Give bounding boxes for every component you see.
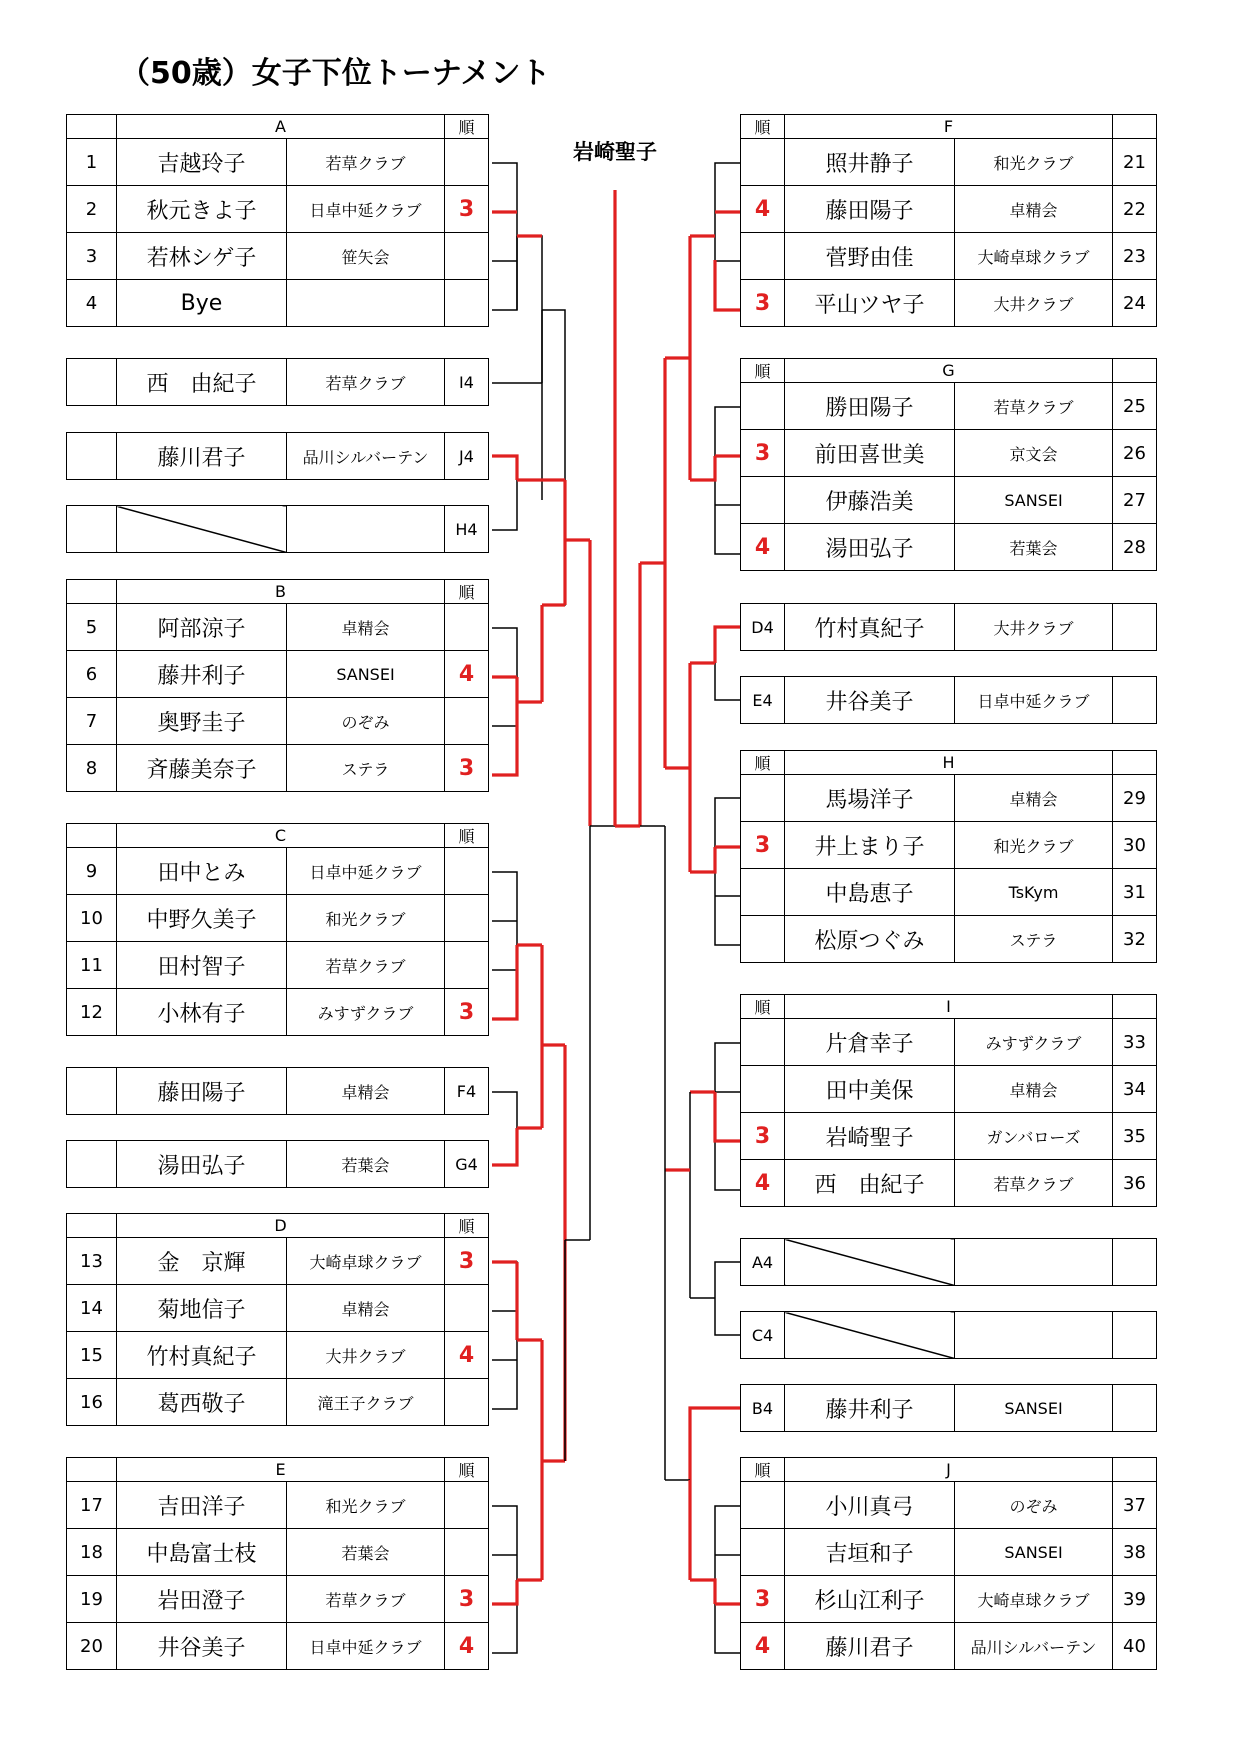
draw-number: 23	[1113, 233, 1157, 280]
draw-number: 27	[1113, 477, 1157, 524]
club-name: 若葉会	[287, 1141, 445, 1188]
player-name: 岩崎聖子	[785, 1113, 955, 1160]
club-name: 日卓中延クラブ	[287, 186, 445, 233]
club-name: 卓精会	[287, 1285, 445, 1332]
rank-value: 3	[741, 280, 785, 327]
draw-number: 39	[1113, 1576, 1157, 1623]
club-name: 若草クラブ	[287, 359, 445, 406]
club-name: 日卓中延クラブ	[955, 677, 1113, 724]
club-name: 和光クラブ	[287, 895, 445, 942]
draw-number: 16	[67, 1379, 117, 1426]
draw-number: 28	[1113, 524, 1157, 571]
club-name: 品川シルバーテン	[955, 1623, 1113, 1670]
club-name: 滝王子クラブ	[287, 1379, 445, 1426]
club-name: 若草クラブ	[287, 1576, 445, 1623]
draw-number: 40	[1113, 1623, 1157, 1670]
rank-value: 4	[445, 1623, 489, 1670]
bracket-line-winner	[715, 1092, 740, 1141]
rank-value: 3	[445, 186, 489, 233]
player-name: 前田喜世美	[785, 430, 955, 477]
draw-number: 32	[1113, 916, 1157, 963]
player-name: Bye	[117, 280, 287, 327]
club-name: 若草クラブ	[955, 1160, 1113, 1207]
bracket-line	[492, 456, 517, 530]
draw-number: 1	[67, 139, 117, 186]
bracket-line-winner	[690, 1580, 715, 1604]
rank-value: 4	[445, 1332, 489, 1379]
club-name: 若葉会	[287, 1529, 445, 1576]
player-name: 中島富士枝	[117, 1529, 287, 1576]
rank-value: 3	[445, 989, 489, 1036]
bracket-line	[542, 310, 565, 605]
club-name: 大井クラブ	[955, 604, 1113, 651]
club-name: 日卓中延クラブ	[287, 1623, 445, 1670]
rank-value: 3	[741, 822, 785, 869]
slot-code: E4	[741, 677, 785, 724]
bracket-line	[715, 1506, 740, 1653]
bracket-line	[517, 236, 542, 383]
draw-number: 8	[67, 745, 117, 792]
club-name: 品川シルバーテン	[287, 433, 445, 480]
group-label: E	[117, 1458, 445, 1482]
player-name: 吉越玲子	[117, 139, 287, 186]
player-name: 吉田洋子	[117, 1482, 287, 1529]
player-name: 井谷美子	[785, 677, 955, 724]
club-name: 若草クラブ	[287, 942, 445, 989]
club-name: のぞみ	[955, 1482, 1113, 1529]
draw-number: 5	[67, 604, 117, 651]
club-name: ガンバローズ	[955, 1113, 1113, 1160]
draw-number: 10	[67, 895, 117, 942]
draw-number: 9	[67, 848, 117, 895]
player-name: 小川真弓	[785, 1482, 955, 1529]
rank-header: 順	[445, 1214, 489, 1238]
player-name: 松原つぐみ	[785, 916, 955, 963]
group-label: D	[117, 1214, 445, 1238]
player-name: 中島恵子	[785, 869, 955, 916]
bracket-line-winner	[690, 456, 715, 480]
club-name: ステラ	[955, 916, 1113, 963]
club-name: 大崎卓球クラブ	[955, 233, 1113, 280]
bracket-line	[492, 1506, 517, 1653]
player-name: 中野久美子	[117, 895, 287, 942]
draw-number: 26	[1113, 430, 1157, 477]
player-name: 藤田陽子	[785, 186, 955, 233]
rank-value: 3	[741, 1113, 785, 1160]
club-name: 大井クラブ	[955, 280, 1113, 327]
draw-number: 25	[1113, 383, 1157, 430]
player-name: 秋元きよ子	[117, 186, 287, 233]
draw-number: 18	[67, 1529, 117, 1576]
player-name: 田中美保	[785, 1066, 955, 1113]
rank-value: 4	[741, 1160, 785, 1207]
group-label: A	[117, 115, 445, 139]
group-label: G	[785, 359, 1113, 383]
draw-number: 36	[1113, 1160, 1157, 1207]
club-name: 卓精会	[955, 775, 1113, 822]
player-name: 勝田陽子	[785, 383, 955, 430]
draw-number: 17	[67, 1482, 117, 1529]
bracket-line	[492, 872, 517, 1019]
club-name: 卓精会	[287, 604, 445, 651]
draw-number: 3	[67, 233, 117, 280]
club-name: 卓精会	[955, 1066, 1113, 1113]
player-name: 藤川君子	[117, 433, 287, 480]
club-name: 卓精会	[287, 1068, 445, 1115]
player-name: 伊藤浩美	[785, 477, 955, 524]
player-name: 吉垣和子	[785, 1529, 955, 1576]
rank-header: 順	[741, 359, 785, 383]
club-name: 若草クラブ	[955, 383, 1113, 430]
group-label: C	[117, 824, 445, 848]
club-name: SANSEI	[287, 651, 445, 698]
club-name: SANSEI	[955, 477, 1113, 524]
draw-number: 15	[67, 1332, 117, 1379]
player-name: 西 由紀子	[785, 1160, 955, 1207]
bracket-line	[715, 1043, 740, 1190]
player-name: 斉藤美奈子	[117, 745, 287, 792]
draw-number: 34	[1113, 1066, 1157, 1113]
draw-number: 35	[1113, 1113, 1157, 1160]
bracket-line-winner	[715, 627, 740, 663]
bracket-line-winner	[492, 1128, 517, 1165]
page-title: （50歳）女子下位トーナメント	[120, 56, 551, 91]
group-label: J	[785, 1458, 1113, 1482]
draw-number: 24	[1113, 280, 1157, 327]
club-name: 和光クラブ	[955, 822, 1113, 869]
rank-header: 順	[445, 115, 489, 139]
slot-code: H4	[445, 506, 489, 553]
rank-header: 順	[445, 580, 489, 604]
bracket-line	[715, 1262, 740, 1335]
player-name: 藤田陽子	[117, 1068, 287, 1115]
slot-code: J4	[445, 433, 489, 480]
player-name: 杉山江利子	[785, 1576, 955, 1623]
draw-number: 4	[67, 280, 117, 327]
group-label: B	[117, 580, 445, 604]
player-name: 菊地信子	[117, 1285, 287, 1332]
club-name: 卓精会	[955, 186, 1113, 233]
player-name: 藤川君子	[785, 1623, 955, 1670]
group-label: H	[785, 751, 1113, 775]
player-name: 岩田澄子	[117, 1576, 287, 1623]
player-name: 小林有子	[117, 989, 287, 1036]
club-name: ステラ	[287, 745, 445, 792]
rank-value: 3	[445, 745, 489, 792]
draw-number: 33	[1113, 1019, 1157, 1066]
draw-number: 30	[1113, 822, 1157, 869]
bracket-line	[492, 163, 517, 310]
bracket-line-winner	[690, 1408, 740, 1480]
draw-number: 31	[1113, 869, 1157, 916]
draw-number: 13	[67, 1238, 117, 1285]
player-name: 照井静子	[785, 139, 955, 186]
draw-number: 7	[67, 698, 117, 745]
draw-number: 37	[1113, 1482, 1157, 1529]
rank-header: 順	[741, 115, 785, 139]
player-name: 金 京輝	[117, 1238, 287, 1285]
club-name: 大井クラブ	[287, 1332, 445, 1379]
club-name: 若草クラブ	[287, 139, 445, 186]
slot-code: G4	[445, 1141, 489, 1188]
club-name: みすずクラブ	[955, 1019, 1113, 1066]
club-name: 笹矢会	[287, 233, 445, 280]
player-name: 葛西敬子	[117, 1379, 287, 1426]
slot-code: F4	[445, 1068, 489, 1115]
player-name: 菅野由佳	[785, 233, 955, 280]
bracket-line	[715, 798, 740, 945]
bracket-line	[715, 407, 740, 554]
player-name: 竹村真紀子	[785, 604, 955, 651]
club-name: 京文会	[955, 430, 1113, 477]
slot-code: I4	[445, 359, 489, 406]
club-name: 和光クラブ	[287, 1482, 445, 1529]
rank-value: 4	[741, 1623, 785, 1670]
bracket-line	[715, 163, 740, 310]
draw-number: 38	[1113, 1529, 1157, 1576]
rank-header: 順	[741, 995, 785, 1019]
bracket-line-winner	[492, 945, 517, 1019]
bracket-line-winner	[690, 847, 715, 872]
player-name: 平山ツヤ子	[785, 280, 955, 327]
bracket-line	[715, 627, 740, 700]
draw-number: 22	[1113, 186, 1157, 233]
player-name: 馬場洋子	[785, 775, 955, 822]
club-name: SANSEI	[955, 1529, 1113, 1576]
group-label: I	[785, 995, 1113, 1019]
club-name: 若葉会	[955, 524, 1113, 571]
group-label: F	[785, 115, 1113, 139]
draw-number: 12	[67, 989, 117, 1036]
slot-code: D4	[741, 604, 785, 651]
player-name: 若林シゲ子	[117, 233, 287, 280]
rank-value: 3	[445, 1238, 489, 1285]
club-name: 日卓中延クラブ	[287, 848, 445, 895]
rank-header: 順	[445, 824, 489, 848]
bracket-line-winner	[492, 456, 517, 480]
draw-number: 19	[67, 1576, 117, 1623]
draw-number: 11	[67, 942, 117, 989]
slot-code: A4	[741, 1239, 785, 1286]
draw-number: 20	[67, 1623, 117, 1670]
slot-code: B4	[741, 1385, 785, 1432]
player-name: 井上まり子	[785, 822, 955, 869]
player-name: 湯田弘子	[117, 1141, 287, 1188]
player-name: 田中とみ	[117, 848, 287, 895]
champion-name: 岩崎聖子	[573, 140, 657, 164]
rank-value: 3	[445, 1576, 489, 1623]
bracket-line	[492, 1262, 517, 1409]
draw-number: 2	[67, 186, 117, 233]
player-name: 奥野圭子	[117, 698, 287, 745]
player-name: 井谷美子	[117, 1623, 287, 1670]
player-name: 西 由紀子	[117, 359, 287, 406]
draw-number: 14	[67, 1285, 117, 1332]
rank-value: 4	[445, 651, 489, 698]
club-name: みすずクラブ	[287, 989, 445, 1036]
player-name: 藤井利子	[117, 651, 287, 698]
club-name: 大崎卓球クラブ	[287, 1238, 445, 1285]
club-name: TsKym	[955, 869, 1113, 916]
draw-number: 21	[1113, 139, 1157, 186]
rank-value: 3	[741, 430, 785, 477]
bracket-line-winner	[715, 260, 740, 310]
rank-value: 4	[741, 524, 785, 571]
draw-number: 6	[67, 651, 117, 698]
bracket-line	[492, 628, 517, 775]
rank-header: 順	[741, 1458, 785, 1482]
draw-number: 29	[1113, 775, 1157, 822]
player-name: 片倉幸子	[785, 1019, 955, 1066]
player-name: 湯田弘子	[785, 524, 955, 571]
rank-value: 3	[741, 1576, 785, 1623]
rank-value: 4	[741, 186, 785, 233]
player-name: 阿部涼子	[117, 604, 287, 651]
slot-code: C4	[741, 1312, 785, 1359]
club-name: 大崎卓球クラブ	[955, 1576, 1113, 1623]
player-name: 竹村真紀子	[117, 1332, 287, 1379]
bracket-line	[492, 1092, 517, 1165]
bracket-line-winner	[492, 1580, 517, 1604]
club-name: SANSEI	[955, 1385, 1113, 1432]
player-name: 藤井利子	[785, 1385, 955, 1432]
club-name: のぞみ	[287, 698, 445, 745]
rank-header: 順	[445, 1458, 489, 1482]
rank-header: 順	[741, 751, 785, 775]
player-name: 田村智子	[117, 942, 287, 989]
club-name: 和光クラブ	[955, 139, 1113, 186]
